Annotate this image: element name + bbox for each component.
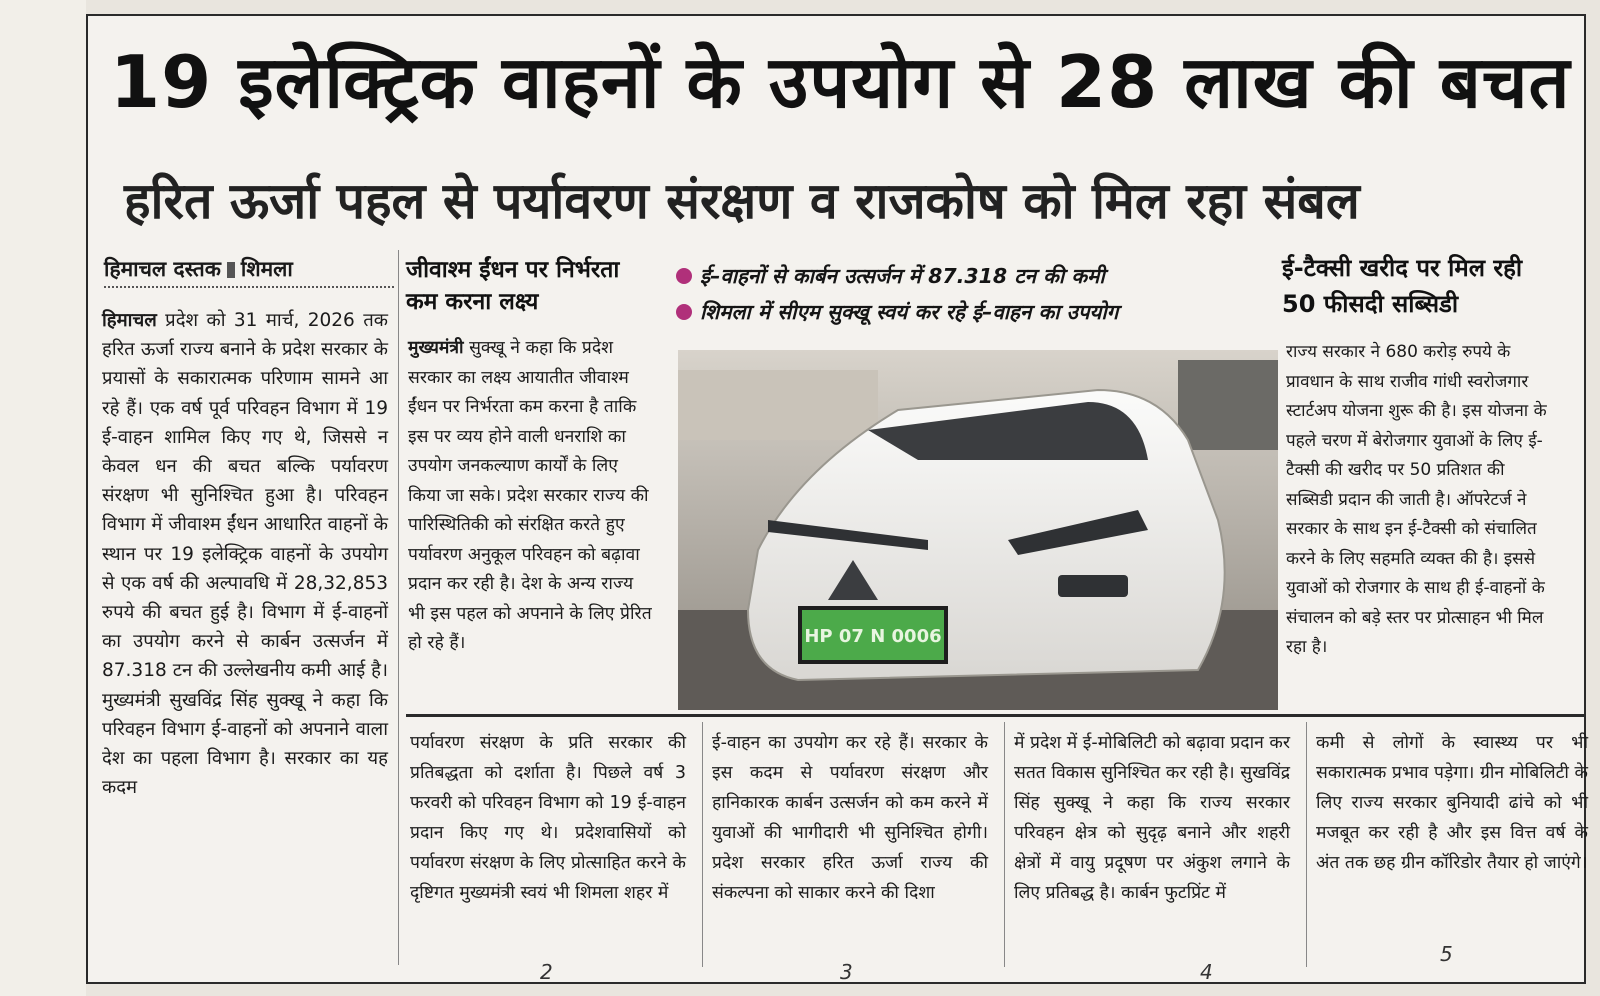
byline-place: शिमला [240,257,293,281]
column2-body: सुक्खू ने कहा कि प्रदेश सरकार का लक्ष्य आयातीत जीवाश्म ईंधन पर निर्भरता कम करना है ताकि इस पर व्यय होने वाली धनराशि का उपयोग जनकल्याण कार्यों के लिए किया जा सके। प्रदेश सरकार राज्य की पारिस्थितिकी को संरक्षित करते हुए पर्यावरण अनुकूल परिवहन को बढ़ावा प्रदान कर रही है। देश के अन्य राज्य भी इस पहल को अपनाने के लिए प्रेरित हो रहे हैं। [408,338,652,653]
handwritten-mark: 3 [840,960,853,984]
bullet-dot-icon [676,304,692,320]
highlight-item [676,294,1276,330]
column2-lead: मुख्यमंत्री [408,338,464,358]
article-column-2 [408,334,652,659]
section-divider [406,714,1586,717]
bottom-column-3: में प्रदेश में ई-मोबिलिटी को बढ़ावा प्रदान कर सतत विकास सुनिश्चित कर रही है। सुखविंद्र सिंह सुक्खू ने कहा कि राज्य सरकार परिवहन क्षेत्र को सुदृढ़ बनाने और शहरी क्षेत्रों में वायु प्रदूषण पर अंकुश लगाने के लिए प्रतिबद्ध है। कार्बन फुटप्रिंट में [1014,733,1290,903]
handwritten-mark: 2 [540,960,553,984]
page-margin [0,0,86,996]
license-plate: HP 07 N 0006 [804,626,942,647]
electric-car-photo [678,350,1278,710]
car-illustration [678,350,1278,710]
byline [104,256,394,288]
bottom-column-2: ई-वाहन का उपयोग कर रहे हैं। सरकार के इस कदम से पर्यावरण संरक्षण और हानिकारक कार्बन उत्सर्जन को कम करने में युवाओं की भागीदारी भी सुनिश्चित होगी। प्रदेश सरकार हरित ऊर्जा राज्य की संकल्पना को साकार करने की दिशा [712,733,988,903]
column-divider [702,722,703,967]
handwritten-mark: 4 [1200,960,1213,984]
byline-publication: हिमाचल दस्तक [104,257,221,281]
subheadline: हरित ऊर्जा पहल से पर्यावरण संरक्षण व राजकोष को मिल रहा संबल [124,172,1360,230]
column-divider [1306,722,1307,967]
highlight-item [676,258,1276,294]
headline: 19 इलेक्ट्रिक वाहनों के उपयोग से 28 लाख की बचत [110,40,1571,124]
highlight-text: शिमला में सीएम सुक्खू स्वयं कर रहे ई–वाहन का उपयोग [700,300,1119,324]
section-heading-subsidy: ई-टैक्सी खरीद पर मिल रही 50 फीसदी सब्सिडी [1282,254,1523,318]
byline-separator [227,262,235,278]
sidebar-column: राज्य सरकार ने 680 करोड़ रुपये के प्रावधान के साथ राजीव गांधी स्वरोजगार स्टार्टअप योजना शुरू की है। इस योजना के पहले चरण में बेरोजगार युवाओं के लिए ई-टैक्सी की खरीद पर 50 प्रतिशत की सब्सिडी प्रदान की जाती है। ऑपरेटर्ज ने सरकार के साथ इन ई-टैक्सी को संचालित करने के लिए सहमति व्यक्त की है। इससे युवाओं को रोजगार के साथ ही ई-वाहनों के संचालन को बड़े स्तर पर प्रोत्साहन भी मिल रहा है। [1286,342,1547,657]
section-heading-fuel: जीवाश्म ईंधन पर निर्भरता कम करना लक्ष्य [406,257,620,315]
column1-body: प्रदेश को 31 मार्च, 2026 तक हरित ऊर्जा राज्य बनाने के प्रदेश सरकार के प्रयासों के सकारात्मक परिणाम सामने आ रहे हैं। एक वर्ष पूर्व परिवहन विभाग में 19 ई-वाहन शामिल किए गए थे, जिससे न केवल धन की बचत बल्कि पर्यावरण संरक्षण भी सुनिश्चित हुआ है। परिवहन विभाग में जीवाश्म ईंधन आधारित वाहनों के स्थान पर 19 इलेक्ट्रिक वाहनों के उपयोग से एक वर्ष की अल्पावधि में 28,32,853 रुपये की बचत हुई है। विभाग में ई-वाहनों का उपयोग करने से कार्बन उत्सर्जन में 87.318 टन की उल्लेखनीय कमी आई है। मुख्यमंत्री सुखविंद्र सिंह सुक्खू ने कहा कि परिवहन विभाग ई-वाहनों को अपनाने वाला देश का पहला विभाग है। सरकार का यह कदम [102,310,388,799]
column-divider [398,250,399,965]
bottom-column-1: पर्यावरण संरक्षण के प्रति सरकार की प्रतिबद्धता को दर्शाता है। पिछले वर्ष 3 फरवरी को परिवहन विभाग को 19 ई-वाहन प्रदान किए गए थे। प्रदेशवासियों को पर्यावरण संरक्षण के लिए प्रोत्साहित करने के दृष्टिगत मुख्यमंत्री स्वयं भी शिमला शहर में [410,733,686,903]
column1-lead: हिमाचल [102,310,157,331]
handwritten-mark: 5 [1440,942,1453,966]
bullet-dot-icon [676,268,692,284]
highlight-text: ई–वाहनों से कार्बन उत्सर्जन में 87.318 टन की कमी [700,264,1105,288]
column-divider [1004,722,1005,967]
highlight-list [676,258,1276,330]
article-column-1 [102,306,388,802]
bottom-column-4: कमी से लोगों के स्वास्थ्य पर भी सकारात्मक प्रभाव पड़ेगा। ग्रीन मोबिलिटी के लिए राज्य सरकार बुनियादी ढांचे को भी मजबूत कर रही है और इस वित्त वर्ष के अंत तक छह ग्रीन कॉरिडोर तैयार हो जाएंगे। [1316,733,1588,873]
